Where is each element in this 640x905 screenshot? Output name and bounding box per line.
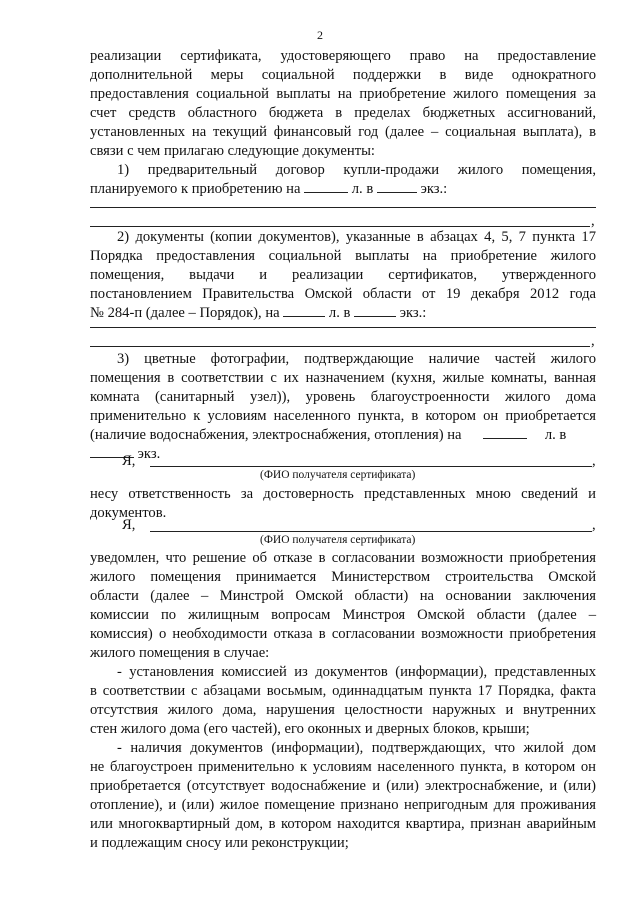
- text-line: стен жилого дома (его частей), его оконных и дверных блоков, крыши;: [90, 721, 530, 737]
- sheets-blank[interactable]: [283, 304, 325, 317]
- text-line: комиссия) о необходимости отказа в согласовании возможности приобретения: [90, 626, 596, 642]
- text-line: [90, 180, 596, 198]
- text-line: приобретается (отсутствует водоснабжение и (или) электроснабжение, и (или): [90, 778, 596, 794]
- text-line: в соответствии с абзацами восьмым, одиннадцатым пункта 17 Порядка, факта: [90, 683, 596, 699]
- text-line: комиссии по жилищным вопросам Минстроя Омской области (далее –: [90, 607, 596, 623]
- list-item: - наличия документов (информации), подтверждающих, что жилой дом: [117, 740, 596, 756]
- sheets-blank[interactable]: [304, 180, 348, 193]
- text-fragment: планируемого к приобретению на: [90, 181, 301, 197]
- text-line: ,: [591, 213, 595, 229]
- text-line: счет средств областного бюджета в пределах бюджетных ассигнований,: [90, 105, 596, 121]
- fill-in-line[interactable]: [90, 327, 596, 328]
- text-line: Я,: [122, 453, 136, 469]
- text-line: ,: [591, 333, 595, 349]
- text-line: ,: [592, 517, 596, 533]
- text-line: помещения в соответствии с их назначением (кухня, жилые комнаты, ванная: [90, 370, 596, 386]
- text-line: несу ответственность за достоверность представленных мною сведений и: [90, 486, 596, 502]
- text-line: документов.: [90, 505, 167, 521]
- text-line: установленных на текущий финансовый год (далее – социальная выплата), в: [90, 124, 596, 140]
- text-line: применительно к условиям населенного пункта, в котором он приобретается: [90, 408, 596, 424]
- page-number: 2: [317, 28, 323, 42]
- text-line: и подлежащим сносу или реконструкции;: [90, 835, 349, 851]
- recipient-name-field[interactable]: [150, 531, 592, 532]
- text-line: предоставления социальной выплаты на приобретение жилого помещения за: [90, 86, 596, 102]
- text-line: Я,: [122, 517, 136, 533]
- fill-in-line[interactable]: [90, 226, 590, 227]
- text-line: отопление), и (или) жилое помещение признано непригодным для проживания: [90, 797, 596, 813]
- copies-blank[interactable]: [354, 304, 396, 317]
- text-fragment: л. в: [351, 181, 374, 197]
- text-line: области (далее – Минстрой Омской области) на основании заключения: [90, 588, 596, 604]
- text-line: помещения, выдачи и реализации сертификатов, утвержденного: [90, 267, 596, 283]
- field-caption: (ФИО получателя сертификата): [260, 534, 416, 546]
- text-line: жилого помещения принимается Министерством строительства Омской: [90, 569, 596, 585]
- text-line: связи с чем прилагаю следующие документы:: [90, 143, 375, 159]
- text-fragment: экз.:: [420, 181, 448, 197]
- list-item-3: 3) цветные фотографии, подтверждающие наличие частей жилого: [117, 351, 596, 367]
- text-line: комната (санитарный узел)), уровень благоустроенности жилого дома: [90, 389, 596, 405]
- text-line: реализации сертификата, удостоверяющего право на предоставление: [90, 48, 596, 64]
- text-fragment: № 284-п (далее – Порядок), на: [90, 305, 280, 321]
- fill-in-line[interactable]: [90, 207, 596, 208]
- list-item-1: 1) предварительный договор купли-продажи жилого помещения,: [117, 162, 596, 178]
- text-line: уведомлен, что решение об отказе в согласовании возможности приобретения: [90, 550, 596, 566]
- text-fragment: л. в: [328, 305, 351, 321]
- field-caption: (ФИО получателя сертификата): [260, 469, 416, 481]
- text-line: отсутствия жилого дома, нарушения целостности наружных и внутренних: [90, 702, 596, 718]
- text-fragment: л. в: [544, 427, 567, 443]
- list-item: - установления комиссией из документов (информации), представленных: [117, 664, 596, 680]
- sheets-blank[interactable]: [483, 426, 527, 439]
- text-line: ,: [592, 453, 596, 469]
- text-line: [90, 304, 596, 322]
- list-item-2: 2) документы (копии документов), указанные в абзацах 4, 5, 7 пункта 17: [117, 229, 596, 245]
- text-fragment: экз.:: [399, 305, 427, 321]
- text-fragment: (наличие водоснабжения, электроснабжения, отопления) на: [90, 427, 462, 443]
- text-line: жилого помещения в случае:: [90, 645, 270, 661]
- text-line: или многоквартирный дом, в котором находится квартира, признан аварийным: [90, 816, 596, 832]
- fill-in-line[interactable]: [90, 346, 590, 347]
- copies-blank[interactable]: [377, 180, 417, 193]
- text-fragment: экз.: [137, 446, 161, 462]
- text-line: не благоустроен применительно к условиям населенного пункта, в котором он: [90, 759, 596, 775]
- text-line: [90, 445, 596, 463]
- text-line: Порядка предоставления социальной выплаты на приобретение жилого: [90, 248, 596, 264]
- text-line: постановлением Правительства Омской области от 19 декабря 2012 года: [90, 286, 596, 302]
- text-line: дополнительной меры социальной поддержки в виде однократного: [90, 67, 596, 83]
- text-line: [90, 426, 596, 444]
- recipient-name-field[interactable]: [150, 466, 592, 467]
